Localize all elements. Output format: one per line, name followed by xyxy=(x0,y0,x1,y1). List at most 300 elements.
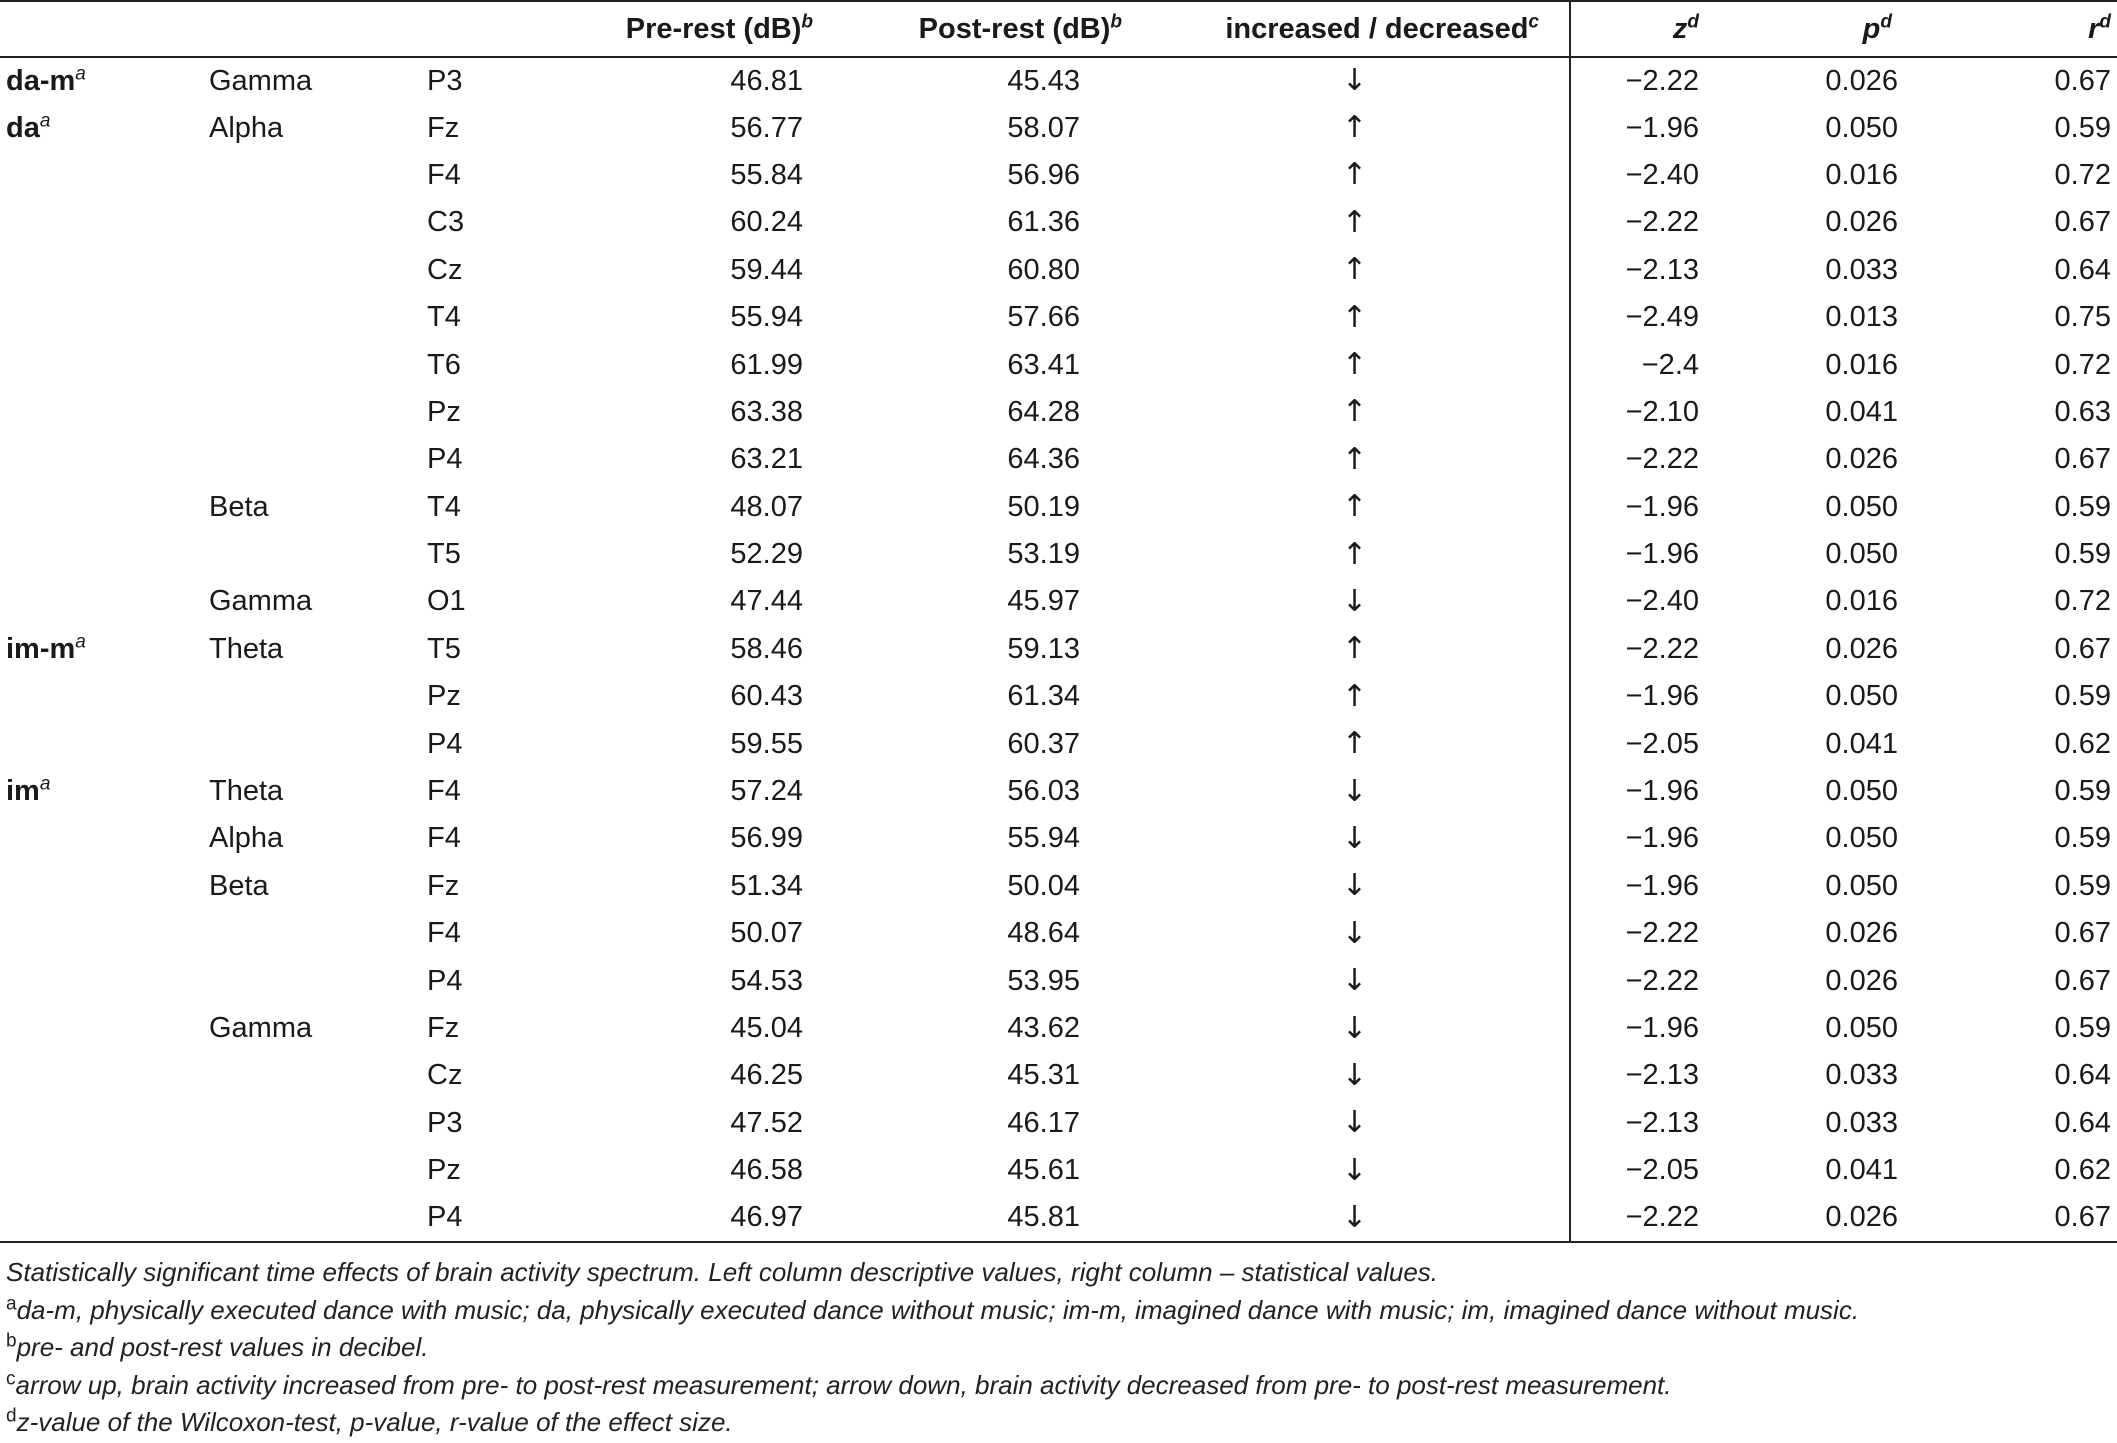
cell-p-value: 0.050 xyxy=(1825,538,1898,571)
cell-p-value: 0.026 xyxy=(1825,64,1898,97)
cell-electrode-value: T5 xyxy=(427,538,461,571)
cell-band-value: Gamma xyxy=(209,64,313,97)
cell-r xyxy=(1932,815,2117,862)
cell-electrode xyxy=(420,389,540,436)
cell-band-value: Gamma xyxy=(209,585,313,618)
cell-direction xyxy=(1140,768,1570,815)
cell-z-value: −2.05 xyxy=(1625,1154,1699,1187)
cell-r xyxy=(1932,484,2117,531)
cell-r-value: 0.67 xyxy=(2054,443,2111,476)
cell-electrode xyxy=(420,1100,540,1147)
condition-footnote-mark: a xyxy=(75,63,86,85)
cell-pre-rest xyxy=(540,910,815,957)
header-row xyxy=(0,1,2117,57)
direction-arrow-icon: ↑ xyxy=(1341,441,1368,477)
cell-pre-rest-value: 56.99 xyxy=(730,822,803,855)
cell-p xyxy=(1741,768,1932,815)
cell-condition xyxy=(0,294,205,341)
cell-r-value: 0.62 xyxy=(2054,727,2111,760)
cell-pre-rest xyxy=(540,1100,815,1147)
cell-electrode xyxy=(420,815,540,862)
cell-r-value: 0.67 xyxy=(2054,206,2111,239)
cell-r-value: 0.59 xyxy=(2054,490,2111,523)
cell-condition xyxy=(0,247,205,294)
cell-z xyxy=(1570,863,1741,910)
cell-pre-rest xyxy=(540,152,815,199)
header-direction-label: increased / decreased xyxy=(1225,12,1529,45)
cell-p xyxy=(1741,104,1932,151)
cell-r xyxy=(1932,1052,2117,1099)
cell-electrode-value: Cz xyxy=(427,1059,463,1092)
cell-post-rest-value: 43.62 xyxy=(1007,1012,1080,1044)
cell-z xyxy=(1570,910,1741,957)
cell-z xyxy=(1570,720,1741,767)
cell-electrode-value: P3 xyxy=(427,64,463,97)
table-row xyxy=(0,247,2117,294)
header-band xyxy=(205,1,420,57)
cell-condition-value: da-m xyxy=(6,64,76,97)
cell-z xyxy=(1570,1052,1741,1099)
cell-pre-rest-value: 46.97 xyxy=(730,1201,803,1234)
cell-p-value: 0.033 xyxy=(1825,1106,1898,1139)
cell-p-value: 0.050 xyxy=(1825,490,1898,523)
cell-p xyxy=(1741,199,1932,246)
cell-r xyxy=(1932,673,2117,720)
cell-direction xyxy=(1140,484,1570,531)
cell-electrode xyxy=(420,673,540,720)
cell-direction xyxy=(1140,673,1570,720)
cell-post-rest-value: 58.07 xyxy=(1007,111,1080,144)
cell-p xyxy=(1741,957,1932,1004)
cell-pre-rest xyxy=(540,341,815,388)
cell-electrode-value: F4 xyxy=(427,775,461,808)
header-post-rest-label: Post-rest (dB) xyxy=(918,12,1111,45)
cell-p-value: 0.041 xyxy=(1825,727,1898,760)
cell-post-rest-value: 45.81 xyxy=(1007,1201,1080,1234)
cell-r xyxy=(1932,720,2117,767)
cell-electrode xyxy=(420,152,540,199)
direction-arrow-icon: ↓ xyxy=(1341,1199,1368,1235)
cell-p-value: 0.026 xyxy=(1825,443,1898,476)
cell-pre-rest-value: 47.52 xyxy=(730,1106,803,1139)
cell-band xyxy=(205,531,420,578)
cell-post-rest-value: 50.19 xyxy=(1007,490,1080,523)
direction-arrow-icon: ↑ xyxy=(1341,157,1368,193)
cell-z xyxy=(1570,1100,1741,1147)
header-p-footnote-mark: d xyxy=(1880,10,1892,32)
cell-p xyxy=(1741,815,1932,862)
cell-post-rest-value: 64.28 xyxy=(1007,395,1080,428)
table-row xyxy=(0,199,2117,246)
cell-r xyxy=(1932,199,2117,246)
header-pre-rest-label: Pre-rest (dB) xyxy=(625,12,802,45)
direction-arrow-icon: ↓ xyxy=(1341,1105,1368,1141)
cell-condition-value: im xyxy=(6,775,40,808)
cell-r xyxy=(1932,910,2117,957)
cell-direction xyxy=(1140,389,1570,436)
cell-r-value: 0.75 xyxy=(2054,301,2111,334)
direction-arrow-icon: ↓ xyxy=(1341,1010,1368,1046)
cell-pre-rest xyxy=(540,294,815,341)
cell-r-value: 0.59 xyxy=(2054,822,2111,855)
cell-post-rest-value: 45.61 xyxy=(1007,1154,1080,1187)
cell-z-value: −1.96 xyxy=(1625,775,1699,808)
cell-z-value: −2.22 xyxy=(1625,1201,1699,1234)
cell-band xyxy=(205,484,420,531)
cell-r-value: 0.72 xyxy=(2054,158,2111,191)
cell-electrode-value: Cz xyxy=(427,253,463,286)
cell-z-value: −1.96 xyxy=(1625,111,1699,144)
cell-p-value: 0.033 xyxy=(1825,1059,1898,1092)
cell-electrode xyxy=(420,57,540,104)
cell-post-rest-value: 63.41 xyxy=(1007,348,1080,381)
cell-z xyxy=(1570,484,1741,531)
cell-direction xyxy=(1140,720,1570,767)
cell-band xyxy=(205,57,420,104)
cell-electrode xyxy=(420,436,540,483)
cell-electrode-value: P3 xyxy=(427,1106,463,1139)
cell-electrode xyxy=(420,1052,540,1099)
cell-p xyxy=(1741,910,1932,957)
cell-z xyxy=(1570,341,1741,388)
cell-pre-rest-value: 50.07 xyxy=(730,917,803,950)
cell-electrode-value: F4 xyxy=(427,917,461,950)
condition-footnote-mark: a xyxy=(39,109,51,131)
cell-post-rest xyxy=(815,768,1140,815)
cell-condition xyxy=(0,673,205,720)
cell-pre-rest-value: 63.21 xyxy=(730,443,803,476)
cell-p xyxy=(1741,1005,1932,1052)
cell-electrode xyxy=(420,626,540,673)
direction-arrow-icon: ↑ xyxy=(1341,631,1368,667)
cell-electrode xyxy=(420,720,540,767)
cell-p xyxy=(1741,531,1932,578)
header-electrode xyxy=(420,1,540,57)
cell-r xyxy=(1932,389,2117,436)
direction-arrow-icon: ↓ xyxy=(1341,868,1368,904)
cell-post-rest xyxy=(815,436,1140,483)
cell-post-rest-value: 53.19 xyxy=(1007,538,1080,571)
cell-post-rest-value: 59.13 xyxy=(1007,632,1080,665)
cell-pre-rest-value: 60.43 xyxy=(730,680,803,713)
cell-post-rest xyxy=(815,57,1140,104)
cell-p xyxy=(1741,1147,1932,1194)
table-row xyxy=(0,673,2117,720)
cell-r-value: 0.67 xyxy=(2054,917,2111,950)
cell-z-value: −1.96 xyxy=(1625,1012,1699,1044)
table-row xyxy=(0,910,2117,957)
cell-electrode-value: Pz xyxy=(427,1154,461,1187)
cell-r-value: 0.67 xyxy=(2054,632,2111,665)
cell-band xyxy=(205,341,420,388)
cell-r-value: 0.64 xyxy=(2054,253,2111,286)
table-row xyxy=(0,341,2117,388)
cell-z-value: −2.22 xyxy=(1625,964,1699,997)
header-p-label: p xyxy=(1862,12,1881,45)
cell-pre-rest-value: 56.77 xyxy=(730,111,803,144)
cell-p xyxy=(1741,436,1932,483)
header-post-rest-footnote-mark: b xyxy=(1110,10,1122,32)
cell-z-value: −2.10 xyxy=(1625,395,1699,428)
cell-electrode xyxy=(420,294,540,341)
direction-arrow-icon: ↓ xyxy=(1341,773,1368,809)
cell-z-value: −2.40 xyxy=(1625,585,1699,618)
cell-post-rest xyxy=(815,957,1140,1004)
cell-direction xyxy=(1140,152,1570,199)
cell-z-value: −2.4 xyxy=(1641,348,1699,381)
footnote-d-mark: d xyxy=(6,1405,17,1427)
cell-post-rest-value: 50.04 xyxy=(1007,869,1080,902)
header-direction-footnote-mark: c xyxy=(1528,10,1539,32)
table-row xyxy=(0,578,2117,625)
cell-z-value: −2.05 xyxy=(1625,727,1699,760)
cell-electrode-value: C3 xyxy=(427,206,465,239)
footnote-b xyxy=(6,1329,2116,1367)
cell-direction xyxy=(1140,1147,1570,1194)
cell-r xyxy=(1932,1005,2117,1052)
cell-pre-rest-value: 63.38 xyxy=(730,395,803,428)
cell-pre-rest xyxy=(540,578,815,625)
table-footnotes xyxy=(0,1254,2116,1442)
cell-pre-rest-value: 45.04 xyxy=(730,1012,803,1044)
cell-r-value: 0.67 xyxy=(2054,964,2111,997)
direction-arrow-icon: ↑ xyxy=(1341,110,1368,146)
cell-band xyxy=(205,673,420,720)
cell-r-value: 0.59 xyxy=(2054,869,2111,902)
cell-p-value: 0.050 xyxy=(1825,822,1898,855)
cell-pre-rest xyxy=(540,104,815,151)
cell-post-rest xyxy=(815,1100,1140,1147)
cell-p xyxy=(1741,294,1932,341)
cell-post-rest xyxy=(815,199,1140,246)
table-row xyxy=(0,1052,2117,1099)
header-z-footnote-mark: d xyxy=(1687,10,1699,32)
direction-arrow-icon: ↑ xyxy=(1341,536,1368,572)
cell-electrode-value: T4 xyxy=(427,301,461,334)
cell-r-value: 0.62 xyxy=(2054,1154,2111,1187)
cell-condition xyxy=(0,389,205,436)
cell-direction xyxy=(1140,436,1570,483)
cell-post-rest xyxy=(815,815,1140,862)
cell-electrode xyxy=(420,1005,540,1052)
cell-post-rest xyxy=(815,863,1140,910)
cell-pre-rest xyxy=(540,484,815,531)
cell-p-value: 0.050 xyxy=(1825,775,1898,808)
cell-pre-rest-value: 48.07 xyxy=(730,490,803,523)
cell-post-rest xyxy=(815,910,1140,957)
cell-z xyxy=(1570,104,1741,151)
cell-electrode-value: Fz xyxy=(427,111,460,144)
cell-direction xyxy=(1140,1052,1570,1099)
cell-p-value: 0.026 xyxy=(1825,632,1898,665)
cell-pre-rest xyxy=(540,57,815,104)
cell-electrode xyxy=(420,199,540,246)
cell-condition xyxy=(0,1194,205,1241)
cell-direction xyxy=(1140,863,1570,910)
condition-footnote-mark: a xyxy=(75,631,86,653)
cell-r-value: 0.59 xyxy=(2054,111,2111,144)
footnote-c xyxy=(6,1367,2116,1405)
cell-pre-rest-value: 55.84 xyxy=(730,158,803,191)
table-row xyxy=(0,1194,2117,1241)
cell-condition xyxy=(0,1147,205,1194)
cell-z xyxy=(1570,815,1741,862)
cell-p-value: 0.041 xyxy=(1825,1154,1898,1187)
cell-p xyxy=(1741,1052,1932,1099)
cell-band xyxy=(205,1194,420,1241)
direction-arrow-icon: ↓ xyxy=(1341,963,1368,999)
header-condition xyxy=(0,1,205,57)
cell-p xyxy=(1741,152,1932,199)
cell-p xyxy=(1741,1100,1932,1147)
cell-condition xyxy=(0,910,205,957)
cell-post-rest-value: 61.34 xyxy=(1007,680,1080,713)
cell-p-value: 0.033 xyxy=(1825,253,1898,286)
direction-arrow-icon: ↑ xyxy=(1341,347,1368,383)
footnote-c-text: arrow up, brain activity increased from pre- to post-rest measurement; arrow down, brain activity decreased from pre- to post-rest measurement. xyxy=(15,1369,1672,1400)
cell-electrode xyxy=(420,578,540,625)
cell-band xyxy=(205,720,420,767)
cell-r xyxy=(1932,104,2117,151)
cell-band xyxy=(205,152,420,199)
cell-band xyxy=(205,247,420,294)
direction-arrow-icon: ↓ xyxy=(1341,1152,1368,1188)
cell-condition xyxy=(0,1052,205,1099)
cell-band xyxy=(205,815,420,862)
cell-electrode-value: Fz xyxy=(427,1012,460,1044)
cell-p-value: 0.016 xyxy=(1825,585,1898,618)
cell-pre-rest-value: 59.44 xyxy=(730,253,803,286)
cell-z xyxy=(1570,1147,1741,1194)
cell-r xyxy=(1932,1100,2117,1147)
cell-pre-rest xyxy=(540,1194,815,1241)
cell-band xyxy=(205,957,420,1004)
cell-band-value: Beta xyxy=(209,869,269,902)
direction-arrow-icon: ↑ xyxy=(1341,726,1368,762)
table-row xyxy=(0,768,2117,815)
cell-r xyxy=(1932,531,2117,578)
cell-pre-rest-value: 54.53 xyxy=(730,964,803,997)
cell-post-rest xyxy=(815,626,1140,673)
cell-r-value: 0.59 xyxy=(2054,680,2111,713)
cell-pre-rest xyxy=(540,1052,815,1099)
direction-arrow-icon: ↑ xyxy=(1341,678,1368,714)
cell-band xyxy=(205,1147,420,1194)
table-body xyxy=(0,57,2117,1242)
cell-z-value: −1.96 xyxy=(1625,680,1699,713)
cell-condition xyxy=(0,1100,205,1147)
cell-p-value: 0.026 xyxy=(1825,1201,1898,1234)
cell-direction xyxy=(1140,104,1570,151)
cell-post-rest-value: 64.36 xyxy=(1007,443,1080,476)
direction-arrow-icon: ↑ xyxy=(1341,204,1368,240)
cell-electrode xyxy=(420,863,540,910)
cell-pre-rest-value: 46.81 xyxy=(730,64,803,97)
table-row xyxy=(0,294,2117,341)
cell-post-rest xyxy=(815,1194,1140,1241)
cell-p xyxy=(1741,389,1932,436)
cell-post-rest xyxy=(815,531,1140,578)
cell-p-value: 0.050 xyxy=(1825,111,1898,144)
cell-post-rest xyxy=(815,247,1140,294)
cell-electrode-value: F4 xyxy=(427,158,461,191)
cell-post-rest-value: 53.95 xyxy=(1007,964,1080,997)
cell-pre-rest xyxy=(540,199,815,246)
cell-r xyxy=(1932,57,2117,104)
header-r-footnote-mark: d xyxy=(2099,10,2111,32)
table-header xyxy=(0,1,2117,57)
table-row xyxy=(0,626,2117,673)
cell-band xyxy=(205,389,420,436)
footnote-c-mark: c xyxy=(6,1367,16,1389)
cell-condition xyxy=(0,531,205,578)
condition-footnote-mark: a xyxy=(39,773,51,795)
cell-pre-rest xyxy=(540,957,815,1004)
cell-r xyxy=(1932,578,2117,625)
cell-pre-rest xyxy=(540,768,815,815)
cell-pre-rest xyxy=(540,863,815,910)
cell-electrode-value: P4 xyxy=(427,964,463,997)
cell-p-value: 0.050 xyxy=(1825,869,1898,902)
cell-z xyxy=(1570,1194,1741,1241)
cell-z xyxy=(1570,673,1741,720)
cell-post-rest-value: 60.37 xyxy=(1007,727,1080,760)
cell-band xyxy=(205,1100,420,1147)
cell-p xyxy=(1741,626,1932,673)
cell-p xyxy=(1741,484,1932,531)
cell-electrode xyxy=(420,341,540,388)
footnote-a-mark: a xyxy=(6,1292,17,1314)
table-row xyxy=(0,815,2117,862)
cell-condition xyxy=(0,199,205,246)
cell-electrode xyxy=(420,768,540,815)
cell-electrode-value: Pz xyxy=(427,395,461,428)
cell-r xyxy=(1932,626,2117,673)
cell-z-value: −2.40 xyxy=(1625,158,1699,191)
cell-electrode-value: Fz xyxy=(427,869,460,902)
cell-condition-value: im-m xyxy=(6,632,76,665)
cell-post-rest-value: 45.97 xyxy=(1007,585,1080,618)
cell-band xyxy=(205,910,420,957)
header-z-label: z xyxy=(1672,12,1688,45)
cell-r-value: 0.64 xyxy=(2054,1106,2111,1139)
cell-electrode-value: T4 xyxy=(427,490,461,523)
cell-pre-rest-value: 46.58 xyxy=(730,1154,803,1187)
cell-r xyxy=(1932,768,2117,815)
cell-z-value: −2.22 xyxy=(1625,206,1699,239)
cell-r-value: 0.59 xyxy=(2054,538,2111,571)
cell-electrode-value: P4 xyxy=(427,1201,463,1234)
cell-pre-rest-value: 55.94 xyxy=(730,301,803,334)
cell-z xyxy=(1570,1005,1741,1052)
table-row xyxy=(0,1005,2117,1052)
cell-electrode-value: F4 xyxy=(427,822,461,855)
cell-post-rest xyxy=(815,673,1140,720)
cell-post-rest xyxy=(815,1005,1140,1052)
direction-arrow-icon: ↓ xyxy=(1341,820,1368,856)
cell-r-value: 0.64 xyxy=(2054,1059,2111,1092)
cell-band-value: Theta xyxy=(209,775,284,808)
cell-p-value: 0.050 xyxy=(1825,1012,1898,1044)
cell-r-value: 0.67 xyxy=(2054,1201,2111,1234)
cell-direction xyxy=(1140,294,1570,341)
cell-z xyxy=(1570,294,1741,341)
cell-band-value: Gamma xyxy=(209,1012,313,1044)
direction-arrow-icon: ↓ xyxy=(1341,915,1368,951)
direction-arrow-icon: ↑ xyxy=(1341,394,1368,430)
cell-direction xyxy=(1140,57,1570,104)
cell-post-rest xyxy=(815,341,1140,388)
